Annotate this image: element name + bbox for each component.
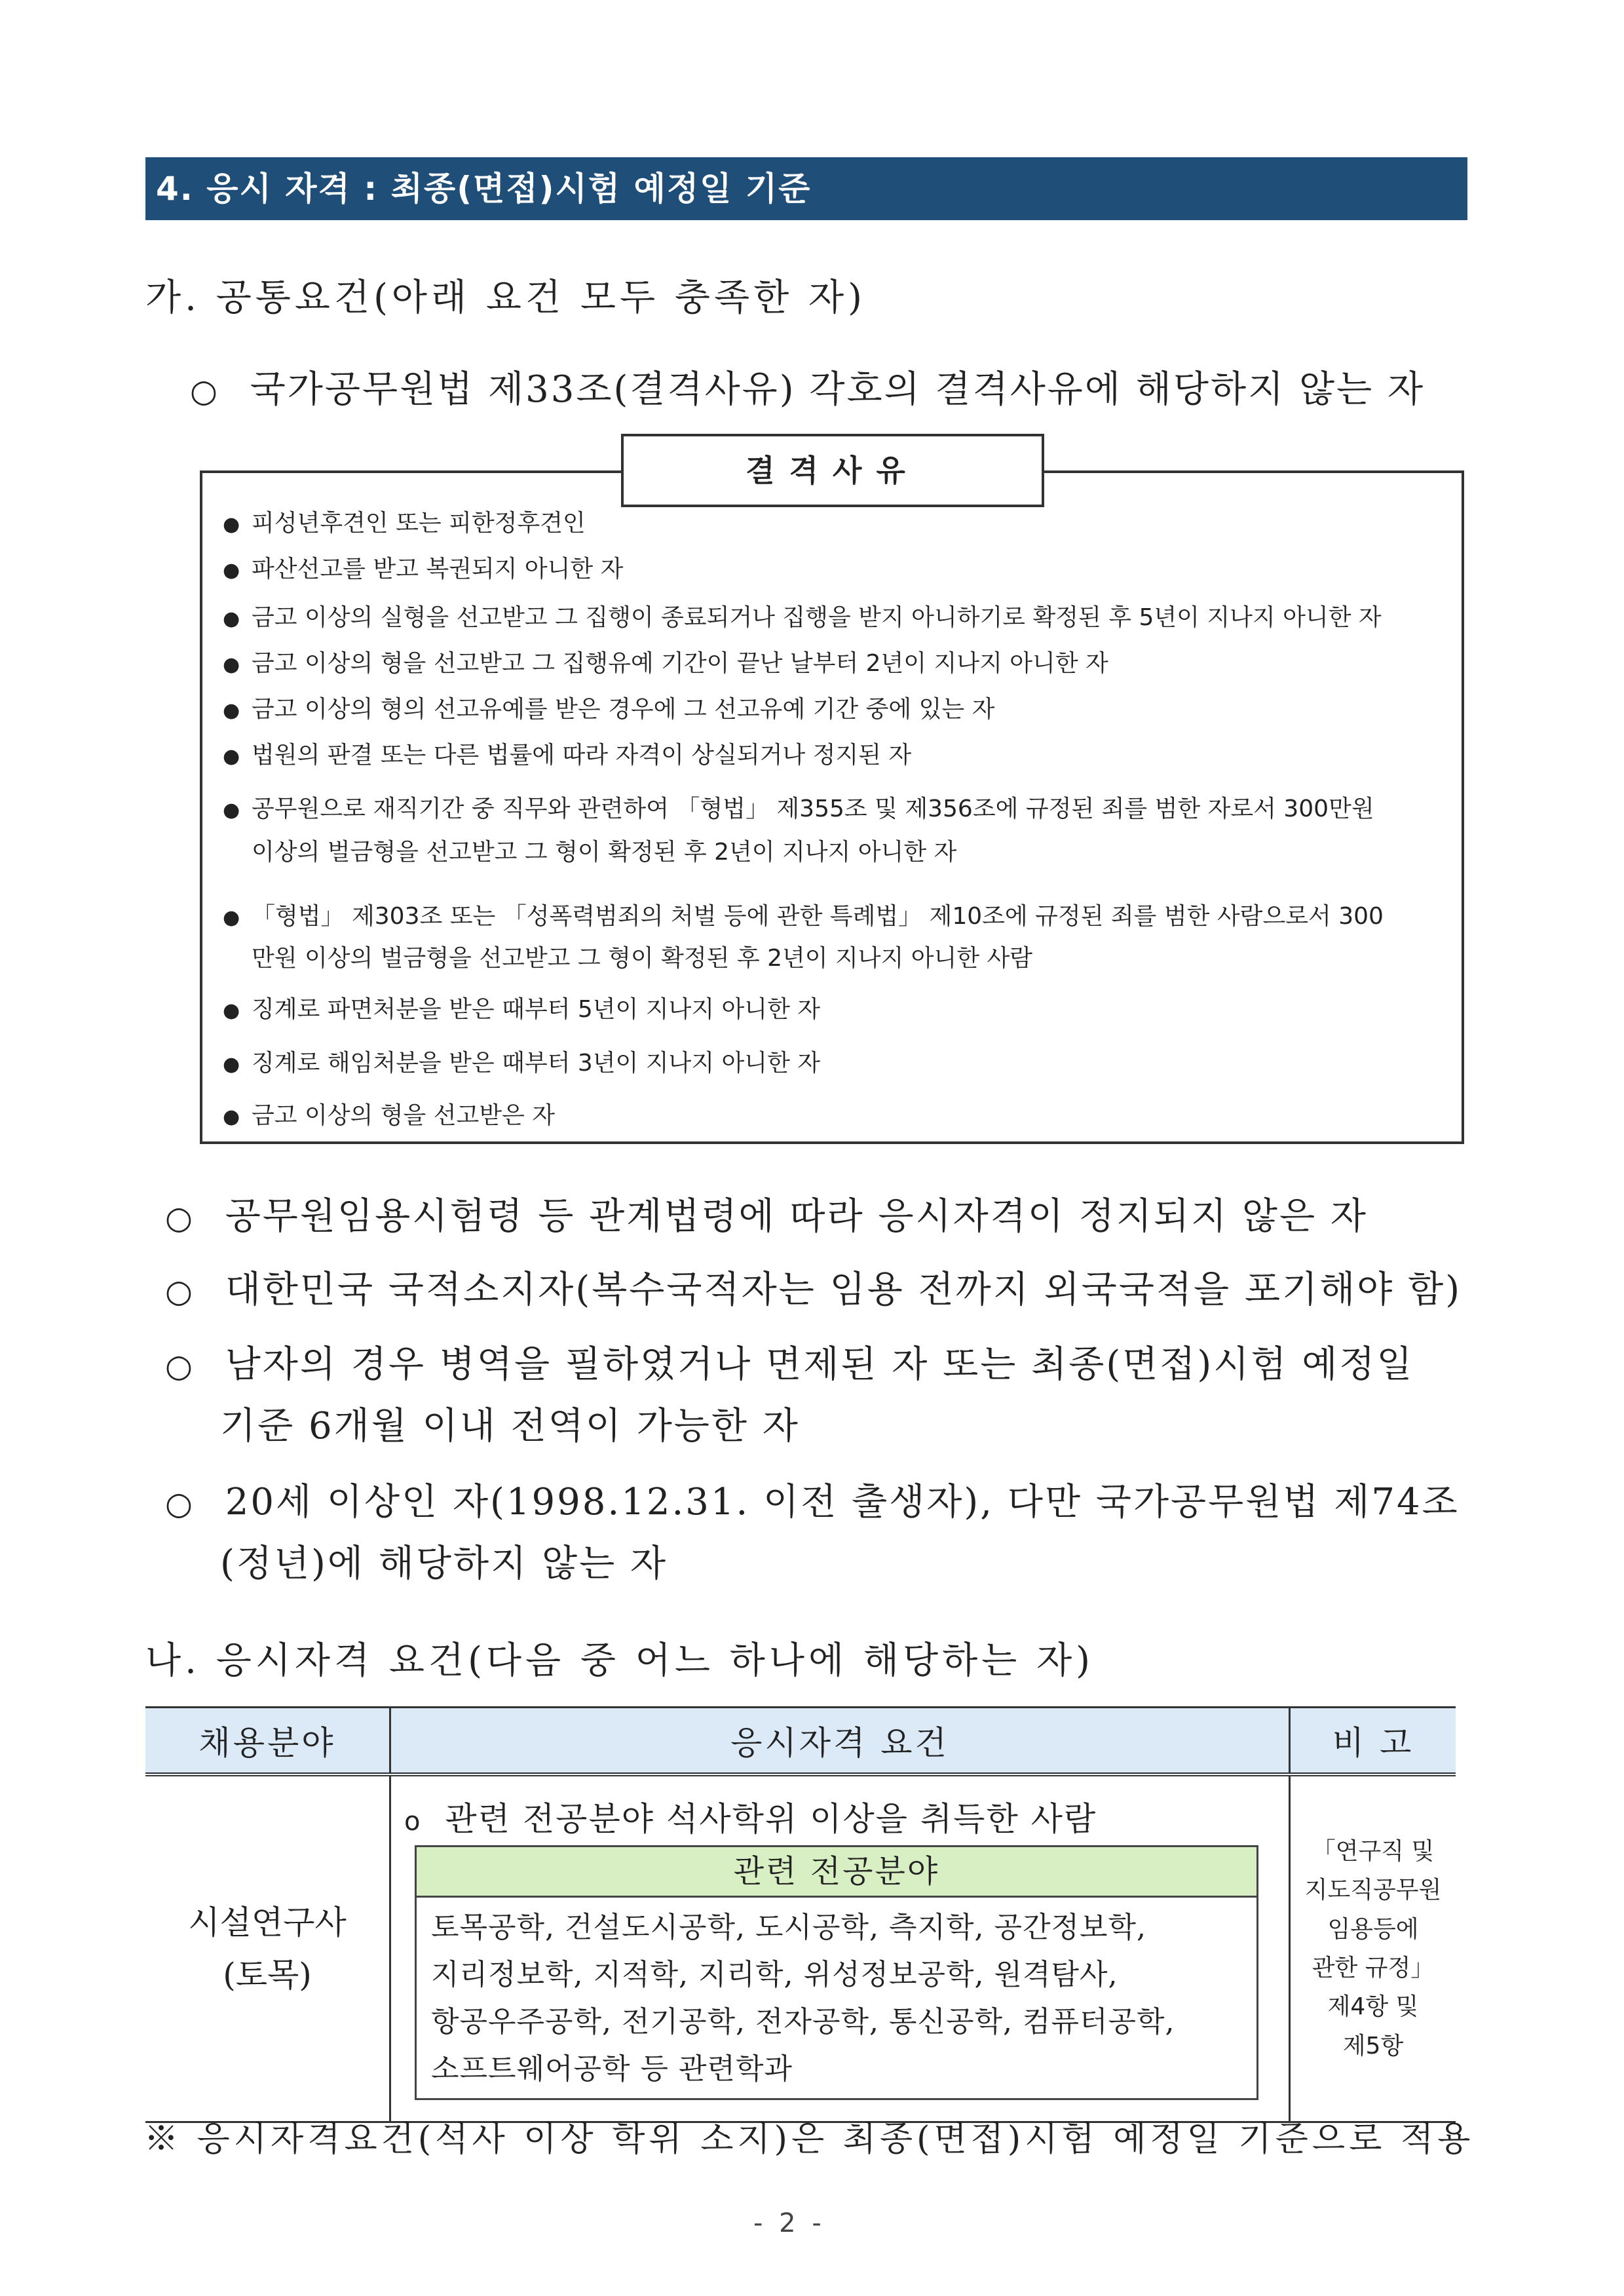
bullet-dot-icon: ● [223, 607, 240, 630]
remarks-line: 제4항 및 [1327, 1993, 1419, 2021]
bullet-dot-icon: ● [223, 999, 240, 1022]
major-fields-title: 관련 전공분야 [417, 1847, 1256, 1898]
major-fields-line: 지리정보학, 지적학, 지리학, 위성정보공학, 원격탐사, [431, 1957, 1118, 1991]
disqualification-box-title: 결격사유 [621, 434, 1044, 507]
remarks-line: 지도직공무원 [1304, 1877, 1442, 1904]
condition-item: ○ 공무원임용시험령 등 관계법령에 따라 응시자격이 정지되지 않은 자 [165, 1195, 1368, 1238]
lead-condition [190, 360, 1425, 413]
subheading-eligibility: 나. 응시자격 요건(다음 중 어느 하나에 해당하는 자) [145, 1639, 1095, 1682]
bullet-dot-icon: ● [223, 1105, 240, 1128]
requirement-lead: o 관련 전공분야 석사학위 이상을 취득한 사람 [404, 1799, 1097, 1838]
bullet-dot-icon: ● [223, 513, 240, 536]
remarks-line: 임용등에 [1327, 1915, 1419, 1943]
requirements-cell [390, 1774, 1290, 2122]
major-fields-line: 소프트웨어공학 등 관련학과 [431, 2052, 793, 2086]
disqualification-item: ● 금고 이상의 형을 선고받은 자 [223, 1102, 556, 1129]
condition-item-continued: 기준 6개월 이내 전역이 가능한 자 [220, 1405, 800, 1447]
table-header-row [145, 1708, 1456, 1775]
condition-item: ○ 대한민국 국적소지자(복수국적자는 임용 전까지 외국국적을 포기해야 함) [165, 1269, 1462, 1311]
lead-condition-text: 국가공무원법 제33조(결격사유) 각호의 결격사유에 해당하지 않는 자 [250, 368, 1426, 411]
circle-bullet-icon: ○ [165, 1200, 195, 1236]
circle-bullet-icon: ○ [165, 1485, 195, 1522]
major-fields-line: 항공우주공학, 전기공학, 전자공학, 통신공학, 컴퓨터공학, [431, 2004, 1175, 2038]
disqualification-item: ● 파산선고를 받고 복권되지 아니한 자 [223, 556, 624, 583]
bullet-dot-icon: ● [223, 1053, 240, 1076]
disqualification-item: ● 법원의 판결 또는 다른 법률에 따라 자격이 상실되거나 정지된 자 [223, 742, 912, 769]
circle-bullet-icon: ○ [165, 1273, 195, 1310]
section-header: 4. 응시 자격 : 최종(면접)시험 예정일 기준 [145, 157, 1467, 220]
small-circle-bullet-icon: o [404, 1806, 422, 1837]
circle-bullet-icon: ○ [190, 373, 219, 410]
column-header-requirements: 응시자격 요건 [390, 1708, 1290, 1775]
major-fields-list [417, 1898, 1256, 2098]
disqualification-item: ● 공무원으로 재직기간 중 직무와 관련하여 「형법」 제355조 및 제356조에 규정된 죄를 범한 자로서 300만원 [223, 795, 1374, 822]
bullet-dot-icon: ● [223, 653, 240, 676]
column-header-remarks: 비 고 [1290, 1708, 1456, 1775]
disqualification-item: ● 금고 이상의 형의 선고유예를 받은 경우에 그 선고유예 기간 중에 있는 자 [223, 696, 995, 723]
field-cell [145, 1774, 390, 2122]
column-header-field: 채용분야 [145, 1708, 390, 1775]
major-fields-box [415, 1845, 1258, 2100]
bullet-dot-icon: ● [223, 799, 240, 822]
major-fields-line: 토목공학, 건설도시공학, 도시공학, 측지학, 공간정보학, [431, 1910, 1146, 1944]
remarks-line: 「연구직 및 [1312, 1837, 1435, 1865]
bullet-dot-icon: ● [223, 745, 240, 768]
disqualification-item-continued: 만원 이상의 벌금형을 선고받고 그 형이 확정된 후 2년이 지나지 아니한 사람 [252, 945, 1033, 972]
subheading-common-requirements: 가. 공통요건(아래 요건 모두 충족한 자) [145, 277, 866, 319]
bullet-dot-icon: ● [223, 906, 240, 929]
disqualification-item: ● 「형법」 제303조 또는 「성폭력범죄의 처벌 등에 관한 특례법」 제10조에 규정된 죄를 범한 사람으로서 300 [223, 903, 1384, 930]
remarks-line: 제5항 [1342, 2032, 1404, 2059]
circle-bullet-icon: ○ [165, 1348, 195, 1385]
table-row [145, 1774, 1456, 2122]
disqualification-item: ● 금고 이상의 실형을 선고받고 그 집행이 종료되거나 집행을 받지 아니하기로 확정된 후 5년이 지나지 아니한 자 [223, 604, 1382, 631]
disqualification-item: ● 징계로 해임처분을 받은 때부터 3년이 지나지 아니한 자 [223, 1050, 821, 1077]
condition-item: ○ 20세 이상인 자(1998.12.31. 이전 출생자), 다만 국가공무원법 제74조 [165, 1481, 1460, 1523]
remarks-cell [1290, 1774, 1456, 2122]
disqualification-item: ● 피성년후견인 또는 피한정후견인 [223, 510, 586, 537]
bullet-dot-icon: ● [223, 699, 240, 722]
field-subname: (토목) [223, 1956, 312, 1994]
remarks-line: 관한 규정」 [1312, 1955, 1435, 1981]
disqualification-item: ● 징계로 파면처분을 받은 때부터 5년이 지나지 아니한 자 [223, 996, 821, 1023]
bullet-dot-icon: ● [223, 559, 240, 582]
disqualification-item-continued: 이상의 벌금형을 선고받고 그 형이 확정된 후 2년이 지나지 아니한 자 [252, 839, 957, 866]
page-number: - 2 - [753, 2208, 825, 2238]
footnote: ※ 응시자격요건(석사 이상 학위 소지)은 최종(면접)시험 예정일 기준으로 적용 [144, 2120, 1475, 2159]
disqualification-item: ● 금고 이상의 형을 선고받고 그 집행유예 기간이 끝난 날부터 2년이 지나지 아니한 자 [223, 650, 1108, 677]
eligibility-table [145, 1706, 1456, 2123]
condition-item: ○ 남자의 경우 병역을 필하였거나 면제된 자 또는 최종(면접)시험 예정일 [165, 1343, 1414, 1386]
condition-item-continued: (정년)에 해당하지 않는 자 [220, 1542, 668, 1585]
field-name: 시설연구사 [188, 1904, 347, 1942]
